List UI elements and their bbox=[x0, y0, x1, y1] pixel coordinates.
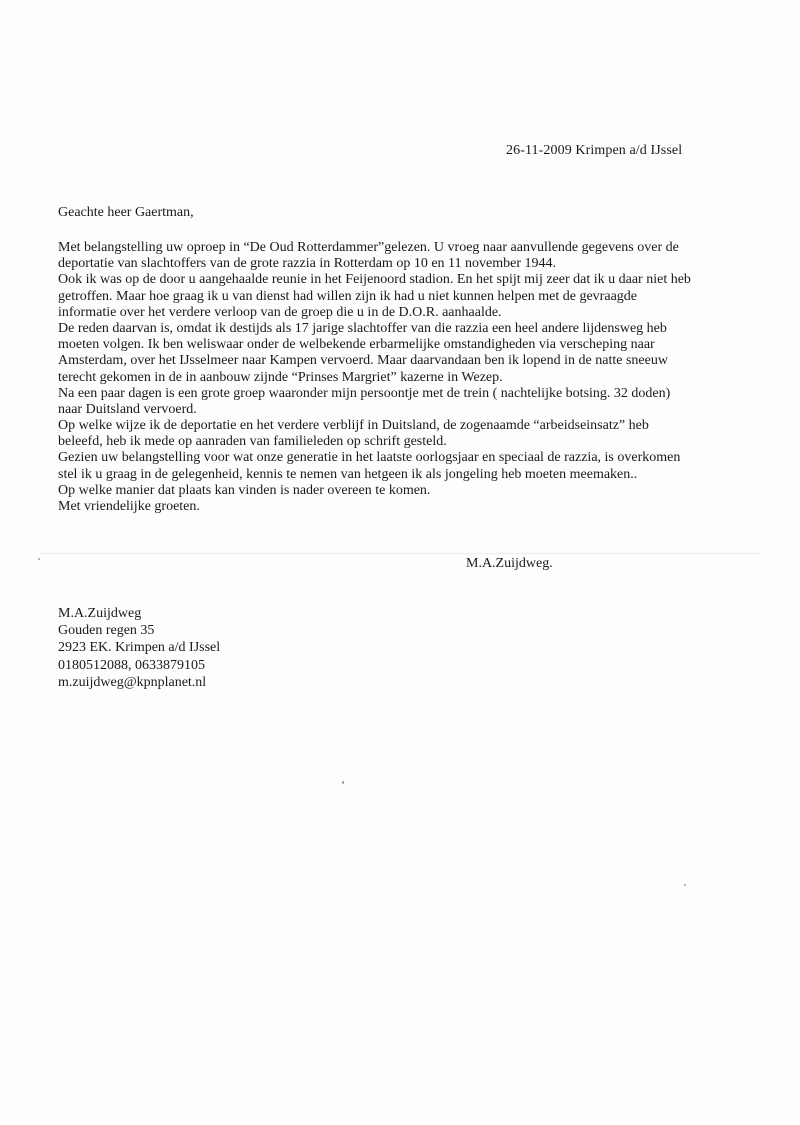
body-line: naar Duitsland vervoerd. bbox=[58, 401, 197, 417]
body-line: deportatie van slachtoffers van de grote razzia in Rotterdam op 10 en 11 november 1944. bbox=[58, 256, 556, 272]
body-line: terecht gekomen in de in aanbouw zijnde “Prinses Margriet” kazerne in Wezep. bbox=[58, 369, 503, 385]
scan-artifact-rule bbox=[40, 553, 760, 554]
body-line: Op welke wijze ik de deportatie en het verdere verblijf in Duitsland, de zogenaamde “arbeidseinsatz” heb bbox=[58, 418, 649, 434]
letter-date-line: 26-11-2009 Krimpen a/d IJssel bbox=[506, 143, 683, 158]
body-line: stel ik u graag in de gelegenheid, kennis te nemen van hetgeen ik als jongeling heb moeten meemaken.. bbox=[58, 466, 638, 482]
body-line: Ook ik was op de door u aangehaalde reunie in het Feijenoord stadion. En het spijt mij zeer dat ik u daar niet heb bbox=[58, 272, 691, 288]
sender-postcode-city: 2923 EK. Krimpen a/d IJssel bbox=[58, 640, 221, 656]
body-line: getroffen. Maar hoe graag ik u van dienst had willen zijn ik had u niet kunnen helpen met de gevraagde bbox=[58, 288, 637, 304]
body-line: Met belangstelling uw oproep in “De Oud Rotterdammer”gelezen. U vroeg naar aanvullende gegevens over de bbox=[58, 240, 679, 255]
letter-salutation: Geachte heer Gaertman, bbox=[58, 205, 194, 220]
letter-signature: M.A.Zuijdweg. bbox=[466, 556, 553, 571]
body-line: De reden daarvan is, omdat ik destijds als 17 jarige slachtoffer van die razzia een heel andere lijdensweg heb bbox=[58, 320, 667, 336]
sender-name: M.A.Zuijdweg bbox=[58, 606, 142, 621]
body-line: Gezien uw belangstelling voor wat onze generatie in het laatste oorlogsjaar en speciaal de razzia, is overkomen bbox=[58, 450, 681, 466]
body-line: moeten volgen. Ik ben weliswaar onder de welbekende erbarmelijke omstandigheden via verscheping naar bbox=[58, 337, 655, 353]
letter-body bbox=[58, 240, 691, 515]
scan-speck bbox=[342, 781, 344, 784]
scan-speck bbox=[684, 884, 686, 886]
body-line: Op welke manier dat plaats kan vinden is nader overeen te komen. bbox=[58, 482, 431, 498]
body-line: Amsterdam, over het IJsselmeer naar Kampen vervoerd. Maar daarvandaan ben ik lopend in de natte sneeuw bbox=[58, 353, 668, 369]
body-line: informatie over het verdere verloop van de groep die u in de D.O.R. aanhaalde. bbox=[58, 304, 502, 320]
sender-phone-numbers: 0180512088, 0633879105 bbox=[58, 657, 205, 673]
scan-speck bbox=[38, 558, 40, 560]
body-line: Met vriendelijke groeten. bbox=[58, 499, 200, 514]
sender-email: m.zuijdweg@kpnplanet.nl bbox=[58, 674, 207, 690]
body-line: beleefd, heb ik mede op aanraden van familieleden op schrift gesteld. bbox=[58, 434, 447, 450]
sender-street: Gouden regen 35 bbox=[58, 623, 155, 639]
sender-address-block bbox=[58, 605, 220, 691]
body-line: Na een paar dagen is een grote groep waaronder mijn persoontje met de trein ( nachtelijke botsing. 32 doden) bbox=[58, 385, 671, 401]
